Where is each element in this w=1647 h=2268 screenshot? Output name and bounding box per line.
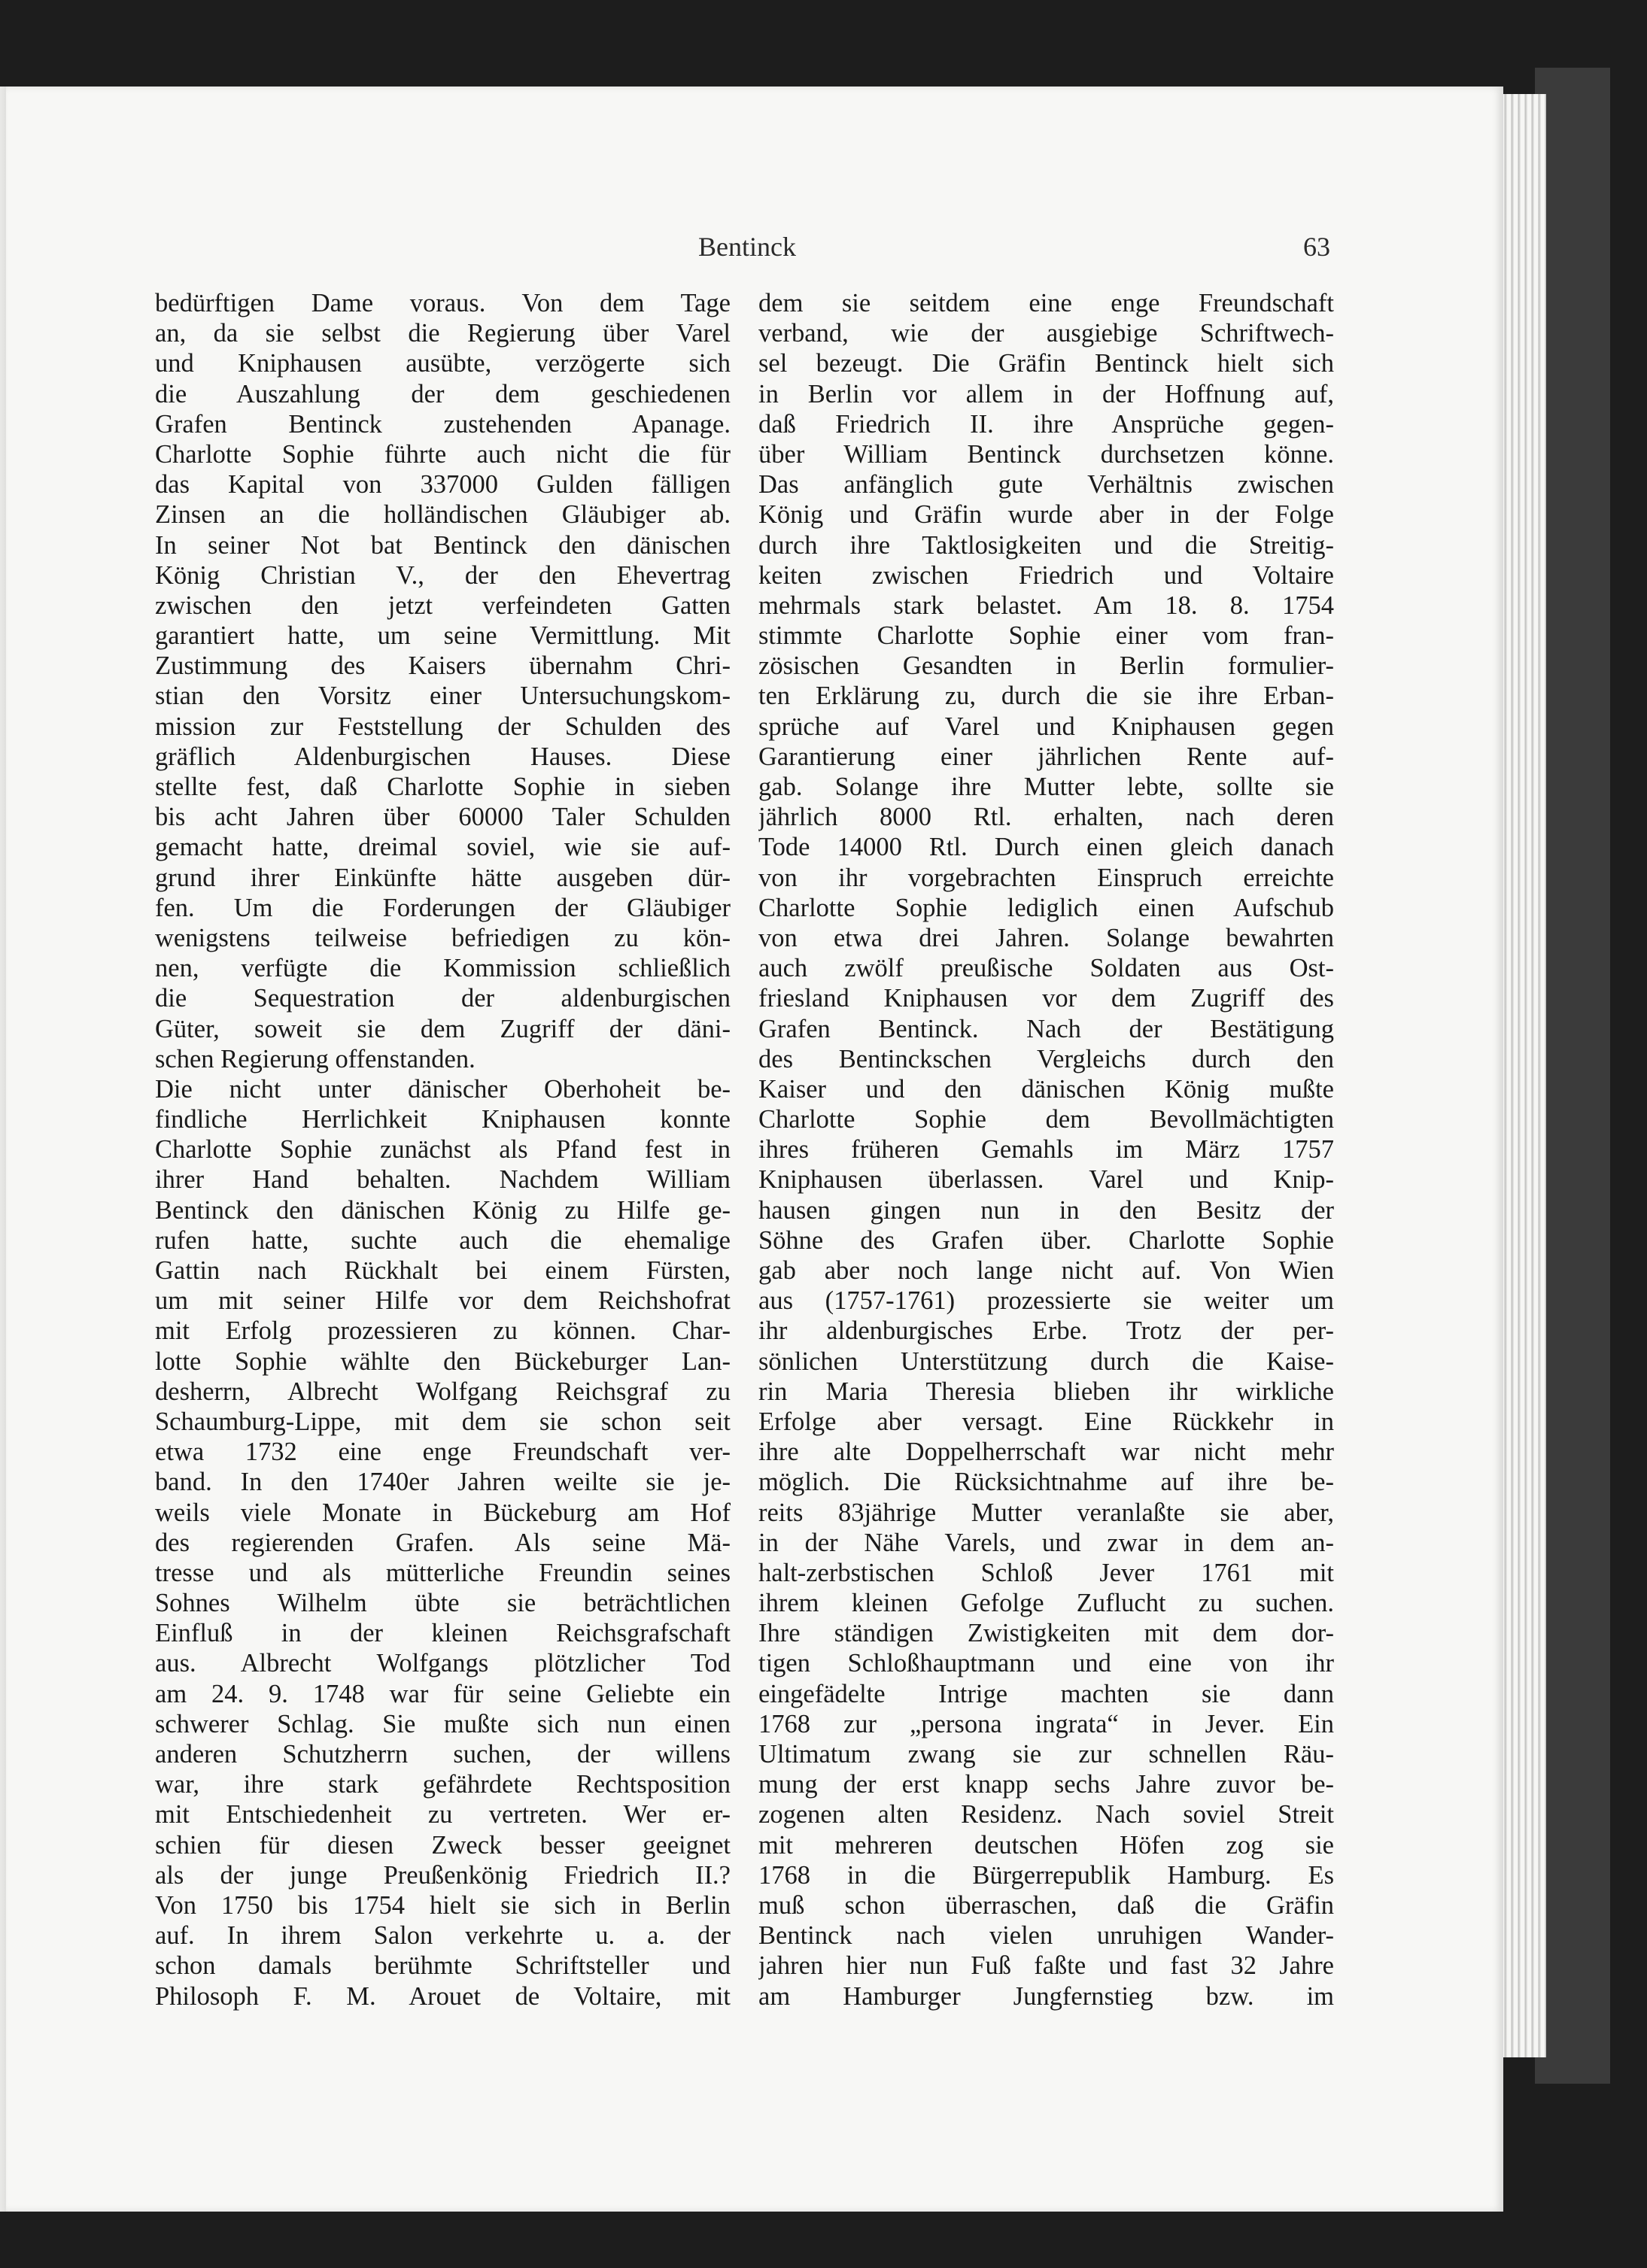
text-line: schwerer Schlag. Sie mußte sich nun einen <box>155 1709 731 1738</box>
text-line: wenigstens teilweise befriedigen zu kön- <box>155 923 731 952</box>
text-line: stellte fest, daß Charlotte Sophie in sieben <box>155 773 731 801</box>
text-line: ihr aldenburgisches Erbe. Trotz der per- <box>758 1316 1334 1346</box>
text-line: zogenen alten Residenz. Nach soviel Streit <box>758 1800 1334 1829</box>
text-line: in der Nähe Varels, und zwar in dem an- <box>758 1528 1334 1557</box>
text-line: friesland Kniphausen vor dem Zugriff des <box>758 984 1334 1013</box>
text-line: möglich. Die Rücksichtnahme auf ihre be- <box>758 1468 1334 1497</box>
text-line: an, da sie selbst die Regierung über Varel <box>155 319 731 348</box>
text-line: jährlich 8000 Rtl. erhalten, nach deren <box>758 803 1334 832</box>
text-line: band. In den 1740er Jahren weilte sie je- <box>155 1468 731 1497</box>
text-line: sönlichen Unterstützung durch die Kaise- <box>758 1347 1334 1376</box>
text-line: auch zwölf preußische Soldaten aus Ost- <box>758 954 1334 983</box>
text-line: Kniphausen überlassen. Varel und Knip- <box>758 1165 1334 1195</box>
text-line: lotte Sophie wählte den Bückeburger Lan- <box>155 1347 731 1376</box>
text-line: tresse und als mütterliche Freundin seines <box>155 1558 731 1587</box>
text-line: sel bezeugt. Die Gräfin Bentinck hielt sich <box>758 349 1334 378</box>
text-line: verband, wie der ausgiebige Schriftwech- <box>758 319 1334 348</box>
text-line: das Kapital von 337000 Gulden fälligen <box>155 470 731 499</box>
text-line: keiten zwischen Friedrich und Voltaire <box>758 560 1334 590</box>
text-line: eingefädelte Intrige machten sie dann <box>758 1679 1334 1708</box>
text-line: Söhne des Grafen über. Charlotte Sophie <box>758 1225 1334 1255</box>
book-cover-edge <box>1535 68 1610 2084</box>
text-line: jahren hier nun Fuß faßte und fast 32 Jahre <box>758 1951 1334 1981</box>
text-line: gab. Solange ihre Mutter lebte, sollte sie <box>758 773 1334 801</box>
text-line: war, ihre stark gefährdete Rechtsposition <box>155 1770 731 1799</box>
text-line: von etwa drei Jahren. Solange bewahrten <box>758 923 1334 952</box>
text-line: rufen hatte, suchte auch die ehemalige <box>155 1225 731 1255</box>
text-line: um mit seiner Hilfe vor dem Reichshofrat <box>155 1286 731 1316</box>
text-line: Von 1750 bis 1754 hielt sie sich in Berlin <box>155 1890 731 1920</box>
text-line: ihres früheren Gemahls im März 1757 <box>758 1135 1334 1164</box>
text-line: die Sequestration der aldenburgischen <box>155 984 731 1013</box>
text-line: bedürftigen Dame voraus. Von dem Tage <box>155 289 731 317</box>
text-line: Charlotte Sophie zunächst als Pfand fest in <box>155 1135 731 1164</box>
text-line: des Bentinckschen Vergleichs durch den <box>758 1044 1334 1073</box>
text-line: von ihr vorgebrachten Einspruch erreichte <box>758 863 1334 892</box>
text-line: grund ihrer Einkünfte hätte ausgeben dür- <box>155 863 731 892</box>
text-line: als der junge Preußenkönig Friedrich II.? <box>155 1860 731 1890</box>
text-line: zwischen den jetzt verfeindeten Gatten <box>155 591 731 620</box>
text-line: dem sie seitdem eine enge Freundschaft <box>758 289 1334 317</box>
text-line: Sohnes Wilhelm übte sie beträchtlichen <box>155 1589 731 1618</box>
text-line: Das anfänglich gute Verhältnis zwischen <box>758 470 1334 499</box>
text-line: muß schon überraschen, daß die Gräfin <box>758 1890 1334 1920</box>
text-line: Bentinck nach vielen unruhigen Wander- <box>758 1921 1334 1951</box>
text-line: daß Friedrich II. ihre Ansprüche gegen- <box>758 409 1334 439</box>
text-line: fen. Um die Forderungen der Gläubiger <box>155 893 731 922</box>
text-line: zösischen Gesandten in Berlin formulier- <box>758 651 1334 681</box>
text-line: halt-zerbstischen Schloß Jever 1761 mit <box>758 1558 1334 1587</box>
text-line: Die nicht unter dänischer Oberhoheit be- <box>155 1074 731 1104</box>
text-line: Ihre ständigen Zwistigkeiten mit dem dor- <box>758 1619 1334 1648</box>
text-line: durch ihre Taktlosigkeiten und die Streitig- <box>758 530 1334 560</box>
text-line: sprüche auf Varel und Kniphausen gegen <box>758 712 1334 741</box>
text-line: und Kniphausen ausübte, verzögerte sich <box>155 349 731 378</box>
text-line: Ultimatum zwang sie zur schnellen Räu- <box>758 1740 1334 1769</box>
text-line: Charlotte Sophie lediglich einen Aufschub <box>758 893 1334 922</box>
text-line: gemacht hatte, dreimal soviel, wie sie auf- <box>155 833 731 862</box>
text-line: aus. Albrecht Wolfgangs plötzlicher Tod <box>155 1649 731 1678</box>
text-line: Grafen Bentinck. Nach der Bestätigung <box>758 1014 1334 1043</box>
text-line: über William Bentinck durchsetzen könne. <box>758 439 1334 469</box>
text-line: tigen Schloßhauptmann und eine von ihr <box>758 1649 1334 1678</box>
text-line: etwa 1732 eine enge Freundschaft ver- <box>155 1438 731 1467</box>
text-line: König Christian V., der den Ehevertrag <box>155 560 731 590</box>
text-line: Philosoph F. M. Arouet de Voltaire, mit <box>155 1981 731 2011</box>
text-line: aus (1757-1761) prozessierte sie weiter um <box>758 1286 1334 1316</box>
text-line: Garantierung einer jährlichen Rente auf- <box>758 742 1334 771</box>
text-line: gräflich Aldenburgischen Hauses. Diese <box>155 742 731 771</box>
text-line: schen Regierung offenstanden. <box>155 1044 476 1073</box>
text-line: des regierenden Grafen. Als seine Mä- <box>155 1528 731 1557</box>
text-line: Charlotte Sophie führte auch nicht die für <box>155 439 731 469</box>
text-line: 1768 in die Bürgerrepublik Hamburg. Es <box>758 1860 1334 1890</box>
text-line: bis acht Jahren über 60000 Taler Schulden <box>155 803 731 832</box>
text-line: hausen gingen nun in den Besitz der <box>758 1195 1334 1225</box>
text-line: in Berlin vor allem in der Hoffnung auf, <box>758 379 1334 408</box>
text-line: schien für diesen Zweck besser geeignet <box>155 1830 731 1860</box>
text-line: findliche Herrlichkeit Kniphausen konnte <box>155 1105 731 1134</box>
text-line: Bentinck den dänischen König zu Hilfe ge- <box>155 1195 731 1225</box>
text-line: mung der erst knapp sechs Jahre zuvor be- <box>758 1770 1334 1799</box>
text-line: Tode 14000 Rtl. Durch einen gleich danach <box>758 833 1334 862</box>
text-column-left <box>155 288 731 2011</box>
text-line: gab aber noch lange nicht auf. Von Wien <box>758 1256 1334 1285</box>
text-line: ten Erklärung zu, durch die sie ihre Erban- <box>758 682 1334 711</box>
text-line: Gattin nach Rückhalt bei einem Fürsten, <box>155 1256 731 1285</box>
text-line: In seiner Not bat Bentinck den dänischen <box>155 530 731 560</box>
text-line: reits 83jährige Mutter veranlaßte sie aber, <box>758 1498 1334 1527</box>
text-line: ihrer Hand behalten. Nachdem William <box>155 1165 731 1195</box>
text-line: anderen Schutzherrn suchen, der willens <box>155 1740 731 1769</box>
text-line: auf. In ihrem Salon verkehrte u. a. der <box>155 1921 731 1951</box>
text-line: am Hamburger Jungfernstieg bzw. im <box>758 1981 1334 2011</box>
text-line: Güter, soweit sie dem Zugriff der däni- <box>155 1014 731 1043</box>
text-line: rin Maria Theresia blieben ihr wirkliche <box>758 1377 1334 1406</box>
text-line: schon damals berühmte Schriftsteller und <box>155 1951 731 1981</box>
text-line: stimmte Charlotte Sophie einer vom fran- <box>758 621 1334 651</box>
text-line: 1768 zur „persona ingrata“ in Jever. Ein <box>758 1709 1334 1738</box>
text-line: mit mehreren deutschen Höfen zog sie <box>758 1830 1334 1860</box>
text-line: die Auszahlung der dem geschiedenen <box>155 379 731 408</box>
page-number: 63 <box>1303 232 1330 262</box>
text-line: mission zur Feststellung der Schulden des <box>155 712 731 741</box>
text-line: weils viele Monate in Bückeburg am Hof <box>155 1498 731 1527</box>
text-line: garantiert hatte, um seine Vermittlung. Mit <box>155 621 731 651</box>
book-page <box>6 87 1503 2212</box>
text-column-right <box>758 288 1334 2011</box>
text-line: Zinsen an die holländischen Gläubiger ab. <box>155 500 731 530</box>
text-line: Einfluß in der kleinen Reichsgrafschaft <box>155 1619 731 1648</box>
text-line: am 24. 9. 1748 war für seine Geliebte ein <box>155 1679 731 1708</box>
text-line: mehrmals stark belastet. Am 18. 8. 1754 <box>758 591 1334 620</box>
text-line: Schaumburg-Lippe, mit dem sie schon seit <box>155 1407 731 1436</box>
text-line: ihrem kleinen Gefolge Zuflucht zu suchen. <box>758 1589 1334 1618</box>
text-line: Erfolge aber versagt. Eine Rückkehr in <box>758 1407 1334 1436</box>
text-line: desherrn, Albrecht Wolfgang Reichsgraf zu <box>155 1377 731 1406</box>
text-line: Grafen Bentinck zustehenden Apanage. <box>155 409 731 439</box>
text-line: mit Erfolg prozessieren zu können. Char- <box>155 1316 731 1346</box>
running-title: Bentinck <box>698 232 796 262</box>
text-line: Zustimmung des Kaisers übernahm Chri- <box>155 651 731 681</box>
text-line: stian den Vorsitz einer Untersuchungskom- <box>155 682 731 711</box>
text-line: nen, verfügte die Kommission schließlich <box>155 954 731 983</box>
text-line: Kaiser und den dänischen König mußte <box>758 1074 1334 1104</box>
text-line: ihre alte Doppelherrschaft war nicht mehr <box>758 1438 1334 1467</box>
text-line: mit Entschiedenheit zu vertreten. Wer er- <box>155 1800 731 1829</box>
text-line: Charlotte Sophie dem Bevollmächtigten <box>758 1105 1334 1134</box>
text-line: König und Gräfin wurde aber in der Folge <box>758 500 1334 530</box>
